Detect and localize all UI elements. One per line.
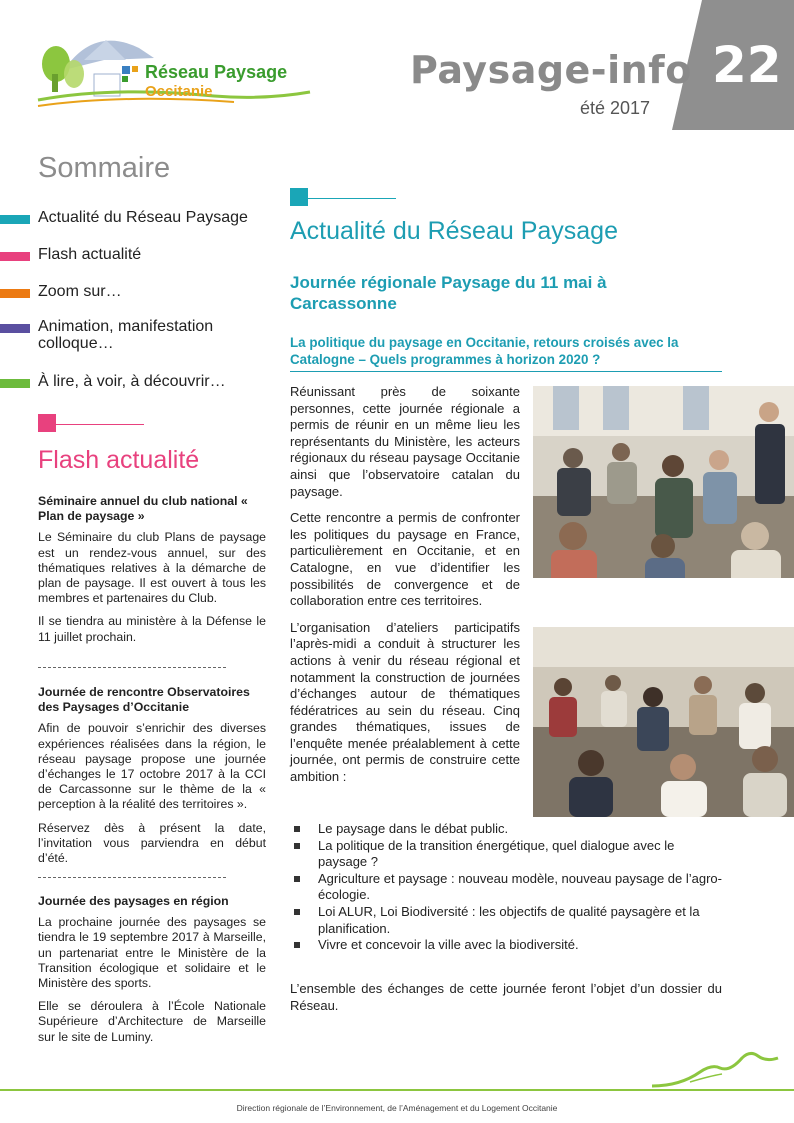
main-text-block	[290, 384, 520, 796]
lead-underline	[290, 371, 722, 372]
newsletter-title: Paysage-info	[410, 48, 692, 92]
sommaire-item-lire[interactable]	[0, 373, 226, 391]
logo-text-line2: Occitanie	[145, 83, 213, 100]
sommaire-item-label: Actualité du Réseau Paysage	[38, 209, 248, 226]
thematiques-list	[290, 821, 722, 954]
sommaire-item-label: À lire, à voir, à découvrir…	[38, 373, 226, 390]
article-paragraph: Afin de pouvoir s’enrichir des diverses expériences réalisées dans la région, le réseau paysage propose une journée d’échanges le 17 octobre 2017 à la CCI de Carcassonne sur le thème de la « perception à la réalité des territoires ».	[38, 721, 266, 812]
flash-section-marker	[38, 414, 56, 432]
sommaire-color-bar	[0, 324, 30, 333]
footer-rule	[0, 1089, 794, 1091]
flash-article-journee-paysages	[38, 894, 266, 1053]
sommaire-color-bar	[0, 215, 30, 224]
sommaire-item-actualite[interactable]	[0, 209, 248, 227]
list-item: Loi ALUR, Loi Biodiversité : les objectifs de qualité paysagère et la planification.	[290, 904, 722, 937]
sommaire-color-bar	[0, 379, 30, 388]
main-section-marker	[290, 188, 308, 206]
article-heading: Séminaire annuel du club national « Plan de paysage »	[38, 494, 248, 524]
article-paragraph: L’organisation d’ateliers participatifs l’après-midi a conduit à structurer les actions à venir du réseau régional et notamment la construction de journées d’échanges autour de thématiques fédératrices au sein du réseau. Cinq grandes thématiques, issues de l’enquête menée préalablement à cette journée, ont permis de construire cette ambition :	[290, 619, 520, 785]
sommaire-item-label: Flash actualité	[38, 246, 142, 263]
article-paragraph: Le Séminaire du club Plans de paysage est un rendez-vous annuel, sur des thématiques relatives à la démarche de plan de paysage. Il est ouvert à tous les membres et partenaires du Club.	[38, 530, 266, 606]
article-paragraph: Cette rencontre a permis de confronter les politiques du paysage en France, particulièrement en Occitanie, et en Catalogne, en vue d’identifier les possibilités de convergence et de collaboration entre ces territoires.	[290, 510, 520, 609]
flash-section-rule	[56, 424, 144, 425]
sommaire-item-label: Zoom sur…	[38, 283, 122, 300]
closing-text	[290, 981, 722, 1024]
main-section-rule	[308, 198, 396, 199]
sommaire-color-bar	[0, 252, 30, 261]
workshop-photo-2	[533, 627, 794, 817]
flash-article-seminaire	[38, 494, 266, 653]
flash-article-observatoires	[38, 685, 266, 874]
list-item: Le paysage dans le débat public.	[290, 821, 518, 838]
sommaire-title: Sommaire	[38, 152, 171, 184]
footer-text: Direction régionale de l’Environnement, de l’Aménagement et du Logement Occitanie	[236, 1103, 558, 1113]
article-heading: Journée de rencontre Observatoires des Paysages d’Occitanie	[38, 685, 250, 715]
article-paragraph: Elle se déroulera à l’École Nationale Supérieure d’Architecture de Marseille sur le site de Luminy.	[38, 999, 266, 1044]
list-item: La politique de la transition énergétique, quel dialogue avec le paysage ?	[290, 838, 722, 871]
article-subtitle: Journée régionale Paysage du 11 mai à Carcassonne	[290, 273, 607, 313]
list-item: Agriculture et paysage : nouveau modèle, nouveau paysage de l’agro-écologie.	[290, 871, 722, 904]
article-paragraph: Il se tiendra au ministère à la Défense le 11 juillet prochain.	[38, 614, 266, 644]
dashed-separator	[38, 667, 226, 668]
dashed-separator	[38, 877, 226, 878]
sommaire-item-animation[interactable]	[0, 318, 250, 352]
article-paragraph: La prochaine journée des paysages se tiendra le 19 septembre 2017 à Marseille, un partenariat entre le Ministère de la Transition écologique et solidaire et le Ministère des sports.	[38, 915, 266, 991]
flash-section-title: Flash actualité	[38, 446, 200, 474]
sommaire-item-label: Animation, manifestation colloque…	[38, 318, 214, 352]
workshop-photo-1	[533, 386, 794, 578]
article-paragraph: Réservez dès à présent la date, l’invitation vous parviendra en début d’été.	[38, 820, 266, 866]
sommaire-color-bar	[0, 289, 30, 298]
article-lead: La politique du paysage en Occitanie, retours croisés avec la Catalogne – Quels programmes à horizon 2020 ?	[290, 335, 679, 367]
footer-landscape-swoosh	[650, 1046, 780, 1092]
newsletter-season: été 2017	[580, 98, 651, 118]
article-heading: Journée des paysages en région	[38, 894, 229, 908]
issue-number: 22	[712, 36, 782, 94]
main-section-title: Actualité du Réseau Paysage	[290, 217, 618, 245]
sommaire-item-zoom[interactable]	[0, 283, 122, 301]
article-paragraph: Réunissant près de soixante personnes, cette journée régionale a permis de réunir en un même lieu les représentants du Ministère, les acteurs régionaux du réseau paysage Occitanie ainsi que l’observatoire catalan du paysage.	[290, 384, 520, 499]
logo-text-line1: Réseau Paysage	[145, 62, 288, 82]
sommaire-item-flash[interactable]	[0, 246, 141, 264]
article-paragraph: L’ensemble des échanges de cette journée feront l’objet d’un dossier du Réseau.	[290, 981, 722, 1013]
list-item: Vivre et concevoir la ville avec la biodiversité.	[290, 937, 722, 954]
